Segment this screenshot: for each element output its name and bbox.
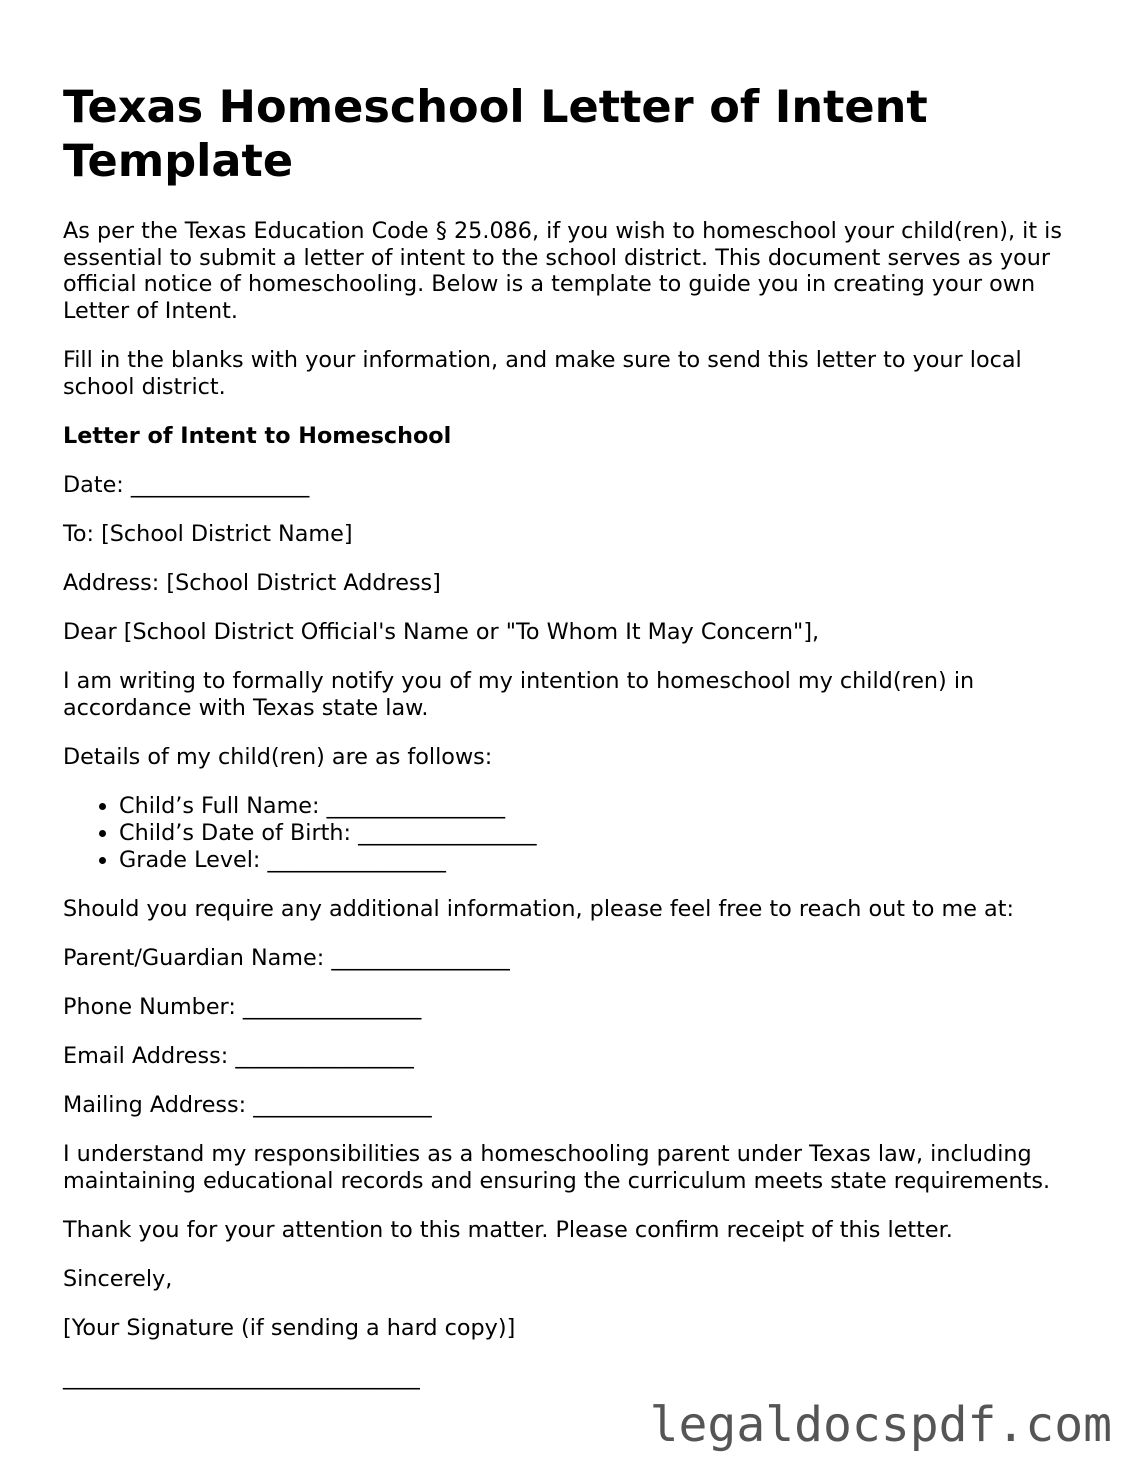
address-line: Address: [School District Address] <box>63 570 441 597</box>
list-item-child-date-of-birth: • Child’s Date of Birth: ________________ <box>119 820 1084 847</box>
phone-line: Phone Number: ________________ <box>63 993 422 1020</box>
date-line: Date: ________________ <box>63 472 310 499</box>
instructions-paragraph: Fill in the blanks with your information, and make sure to send this letter to your local school district. <box>63 347 1022 400</box>
signature-line: ________________________________ <box>63 1363 420 1390</box>
page-title: Texas Homeschool Letter of Intent Template <box>63 81 928 187</box>
child-details-list <box>63 793 1084 873</box>
recipient-line: To: [School District Name] <box>63 521 353 548</box>
responsibility-paragraph: I understand my responsibilities as a homeschooling parent under Texas law, including maintaining educational records and ensuring the curriculum meets state requirements. <box>63 1140 1051 1194</box>
salutation: Dear [School District Official's Name or "To Whom It May Concern"], <box>63 619 820 646</box>
letter-heading: Letter of Intent to Homeschool <box>63 422 452 449</box>
watermark: legaldocspdf.com <box>649 1397 1112 1453</box>
list-item-child-full-name: • Child’s Full Name: ________________ <box>119 793 1084 820</box>
details-intro: Details of my child(ren) are as follows: <box>63 744 493 771</box>
intro-paragraph: As per the Texas Education Code § 25.086, if you wish to homeschool your child(ren), it is essential to submit a letter of intent to the school district. This document serves as your official notice of homeschooling. Below is a template to guide you in creating your own Letter of Intent. <box>63 217 1062 325</box>
contact-intro: Should you require any additional information, please feel free to reach out to me at: <box>63 895 1014 922</box>
signature-note: [Your Signature (if sending a hard copy)] <box>63 1314 516 1341</box>
closing: Sincerely, <box>63 1265 173 1292</box>
email-line: Email Address: ________________ <box>63 1042 414 1069</box>
notice-paragraph: I am writing to formally notify you of my intention to homeschool my child(ren) in accordance with Texas state law. <box>63 668 975 721</box>
thanks-paragraph: Thank you for your attention to this matter. Please confirm receipt of this letter. <box>63 1216 953 1243</box>
mailing-address-line: Mailing Address: ________________ <box>63 1091 432 1118</box>
parent-name-line: Parent/Guardian Name: ________________ <box>63 944 510 971</box>
list-item-grade-level: • Grade Level: ________________ <box>119 847 1084 874</box>
